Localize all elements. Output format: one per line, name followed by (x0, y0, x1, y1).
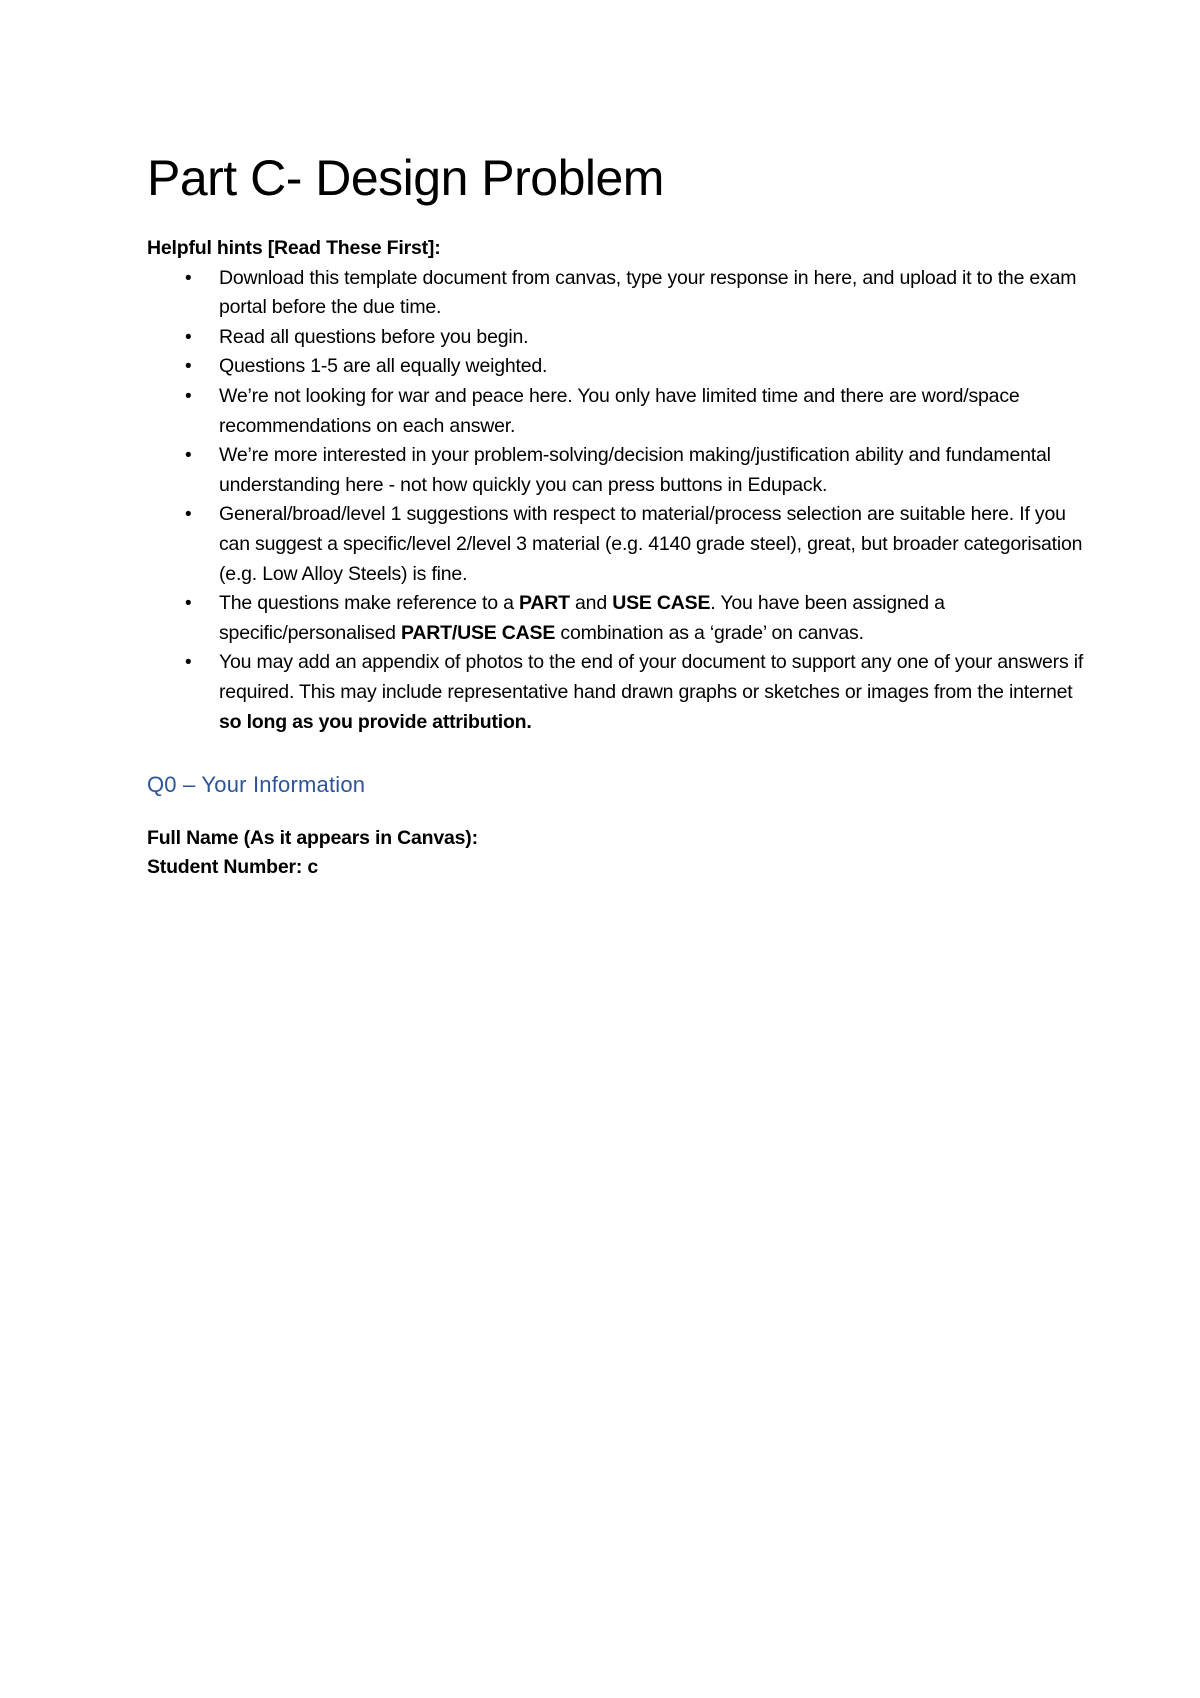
hint-emphasis: so long as you provide attribution. (219, 710, 532, 733)
hint-item (147, 589, 1087, 648)
bullet-icon: • (185, 652, 192, 674)
hints-list (147, 264, 1087, 738)
hint-text: The questions make reference to a (219, 592, 519, 615)
hint-text: General/broad/level 1 suggestions with respect to material/process selection are suitable here. If you can suggest a specific/level 2/level 3 material (e.g. 4140 grade steel), great, but broader categorisation (e.g. Low Alloy Steels) is fine. (219, 503, 1083, 585)
bullet-icon: • (185, 267, 192, 289)
hint-text: . You have been assigned a specific/personalised (219, 592, 945, 644)
document-body (147, 148, 1087, 883)
bullet-icon: • (185, 356, 192, 378)
hint-text: Read all questions before you begin. (219, 325, 529, 348)
hint-text: We’re not looking for war and peace here. You only have limited time and there are word/space recommendations on each answer. (219, 384, 1020, 437)
hint-emphasis: PART/USE CASE (401, 621, 556, 644)
bullet-icon: • (185, 593, 192, 615)
hint-item (147, 352, 1087, 382)
hint-text: and (569, 592, 613, 615)
full-name-field[interactable]: Full Name (As it appears in Canvas): (147, 826, 478, 849)
bullet-icon: • (185, 326, 192, 348)
bullet-icon: • (185, 385, 192, 407)
hint-text: You may add an appendix of photos to the end of your document to support any one of your answers if required. This may include representative hand drawn graphs or sketches or images from the internet (219, 651, 1084, 703)
section-heading-q0: Q0 – Your Information (147, 772, 366, 798)
hint-text: Questions 1-5 are all equally weighted. (219, 355, 548, 378)
hint-text: We’re more interested in your problem-solving/decision making/justification ability and fundamental understanding here - not how quickly you can press buttons in Edupack. (219, 444, 1051, 496)
hint-item (147, 264, 1087, 323)
hint-text: Download this template document from canvas, type your response in here, and upload it to the exam portal before the due time. (219, 266, 1077, 319)
page-title: Part C- Design Problem (147, 150, 664, 206)
hint-item (147, 500, 1087, 589)
hints-heading: Helpful hints [Read These First]: (147, 237, 441, 259)
bullet-icon: • (185, 504, 192, 526)
hint-item (147, 323, 1087, 353)
hint-text: combination as a ‘grade’ on canvas. (555, 621, 864, 644)
bullet-icon: • (185, 445, 192, 467)
student-number-field[interactable]: Student Number: c (147, 856, 319, 879)
hint-emphasis: USE CASE (612, 592, 711, 615)
hint-item (147, 441, 1087, 500)
hint-item (147, 382, 1087, 441)
hint-emphasis: PART (518, 592, 570, 615)
hint-item (147, 648, 1087, 737)
